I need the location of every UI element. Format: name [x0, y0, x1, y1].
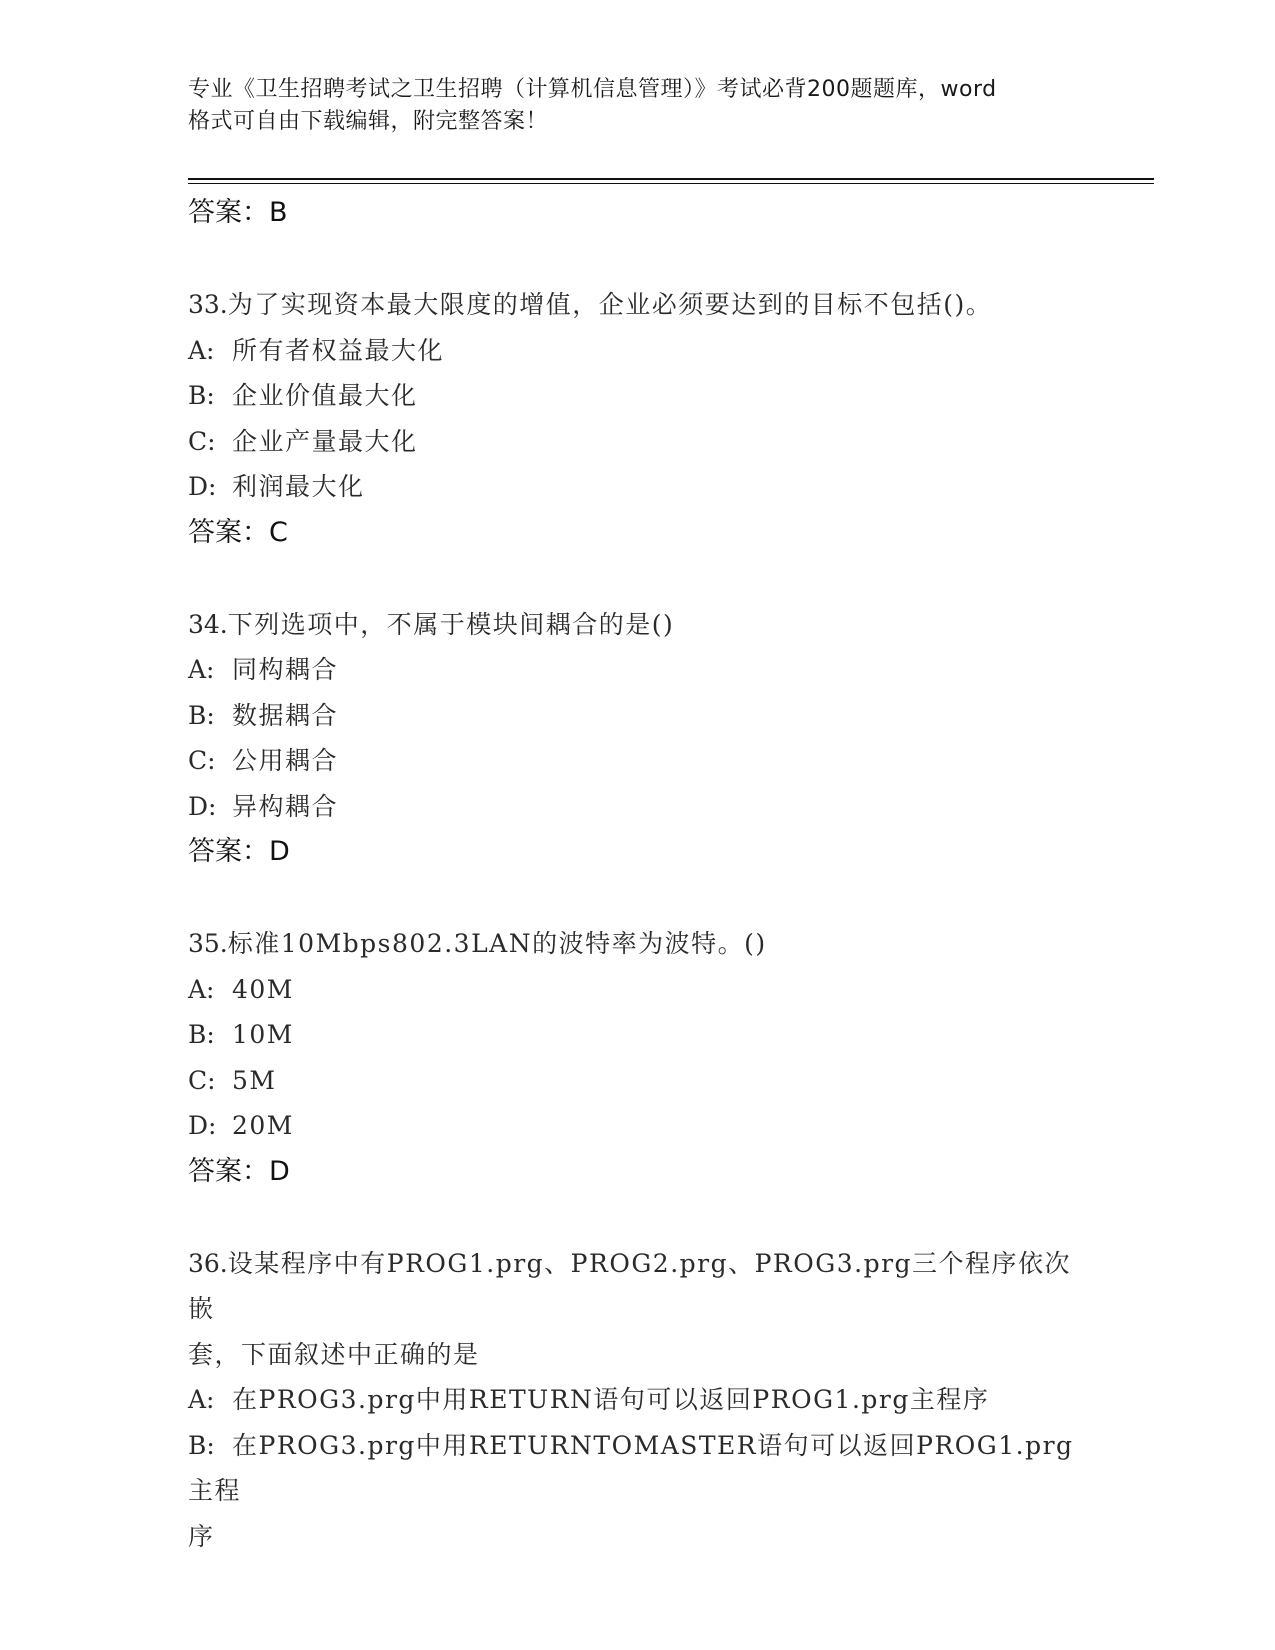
question-list: [188, 190, 1088, 1559]
header-line-1: 专业《卫生招聘考试之卫生招聘（计算机信息管理）》考试必背200题题库，word: [188, 77, 997, 102]
question-text: 33.为了实现资本最大限度的增值，企业必须要达到的目标不包括()。: [188, 290, 993, 319]
question-text: 35.标准10Mbps802.3LAN的波特率为波特。(): [188, 929, 767, 958]
question-text: 34.下列选项中，不属于模块间耦合的是(): [188, 609, 675, 639]
option-c: C: 公用耦合: [188, 746, 339, 775]
answer-line: 答案：D: [188, 836, 290, 867]
option-d: D: 利润最大化: [188, 472, 365, 501]
option-b-continued: 序: [188, 1521, 215, 1551]
option-d: D: 异构耦合: [188, 791, 339, 821]
option-a: A: 同构耦合: [188, 655, 339, 684]
question-33: [188, 282, 1088, 555]
answer-line: 答案：B: [188, 197, 288, 228]
option-a: A: 40M: [188, 974, 294, 1004]
option-b: B: 数据耦合: [188, 700, 339, 730]
option-b: B: 企业价值最大化: [188, 381, 418, 410]
option-a: A: 所有者权益最大化: [188, 335, 445, 365]
question-text-continued: 套，下面叙述中正确的是: [188, 1339, 480, 1369]
option-b: B: 10M: [188, 1020, 294, 1049]
answer-line: 答案：C: [188, 516, 288, 548]
question-34: [188, 602, 1088, 875]
answer-line: 答案：D: [188, 1155, 290, 1187]
header-line-2: 格式可自由下载编辑，附完整答案！: [188, 109, 549, 134]
option-c: C: 5M: [188, 1065, 277, 1095]
option-a: A: 在PROG3.prg中用RETURN语句可以返回PROG1.prg主程序: [188, 1385, 990, 1414]
question-35: [188, 921, 1088, 1194]
header-rule-thin: [188, 183, 1154, 184]
option-c: C: 企业产量最大化: [188, 426, 418, 456]
header-rule-thick: [188, 178, 1154, 180]
option-b: B: 在PROG3.prg中用RETURNTOMASTER语句可以返回PROG1.prg主程: [188, 1430, 1074, 1505]
page-header: [188, 74, 1088, 138]
question-36: [188, 1241, 1088, 1560]
question-text: 36.设某程序中有PROG1.prg、PROG2.prg、PROG3.prg三个程序依次嵌: [188, 1248, 1072, 1323]
option-d: D: 20M: [188, 1111, 294, 1140]
